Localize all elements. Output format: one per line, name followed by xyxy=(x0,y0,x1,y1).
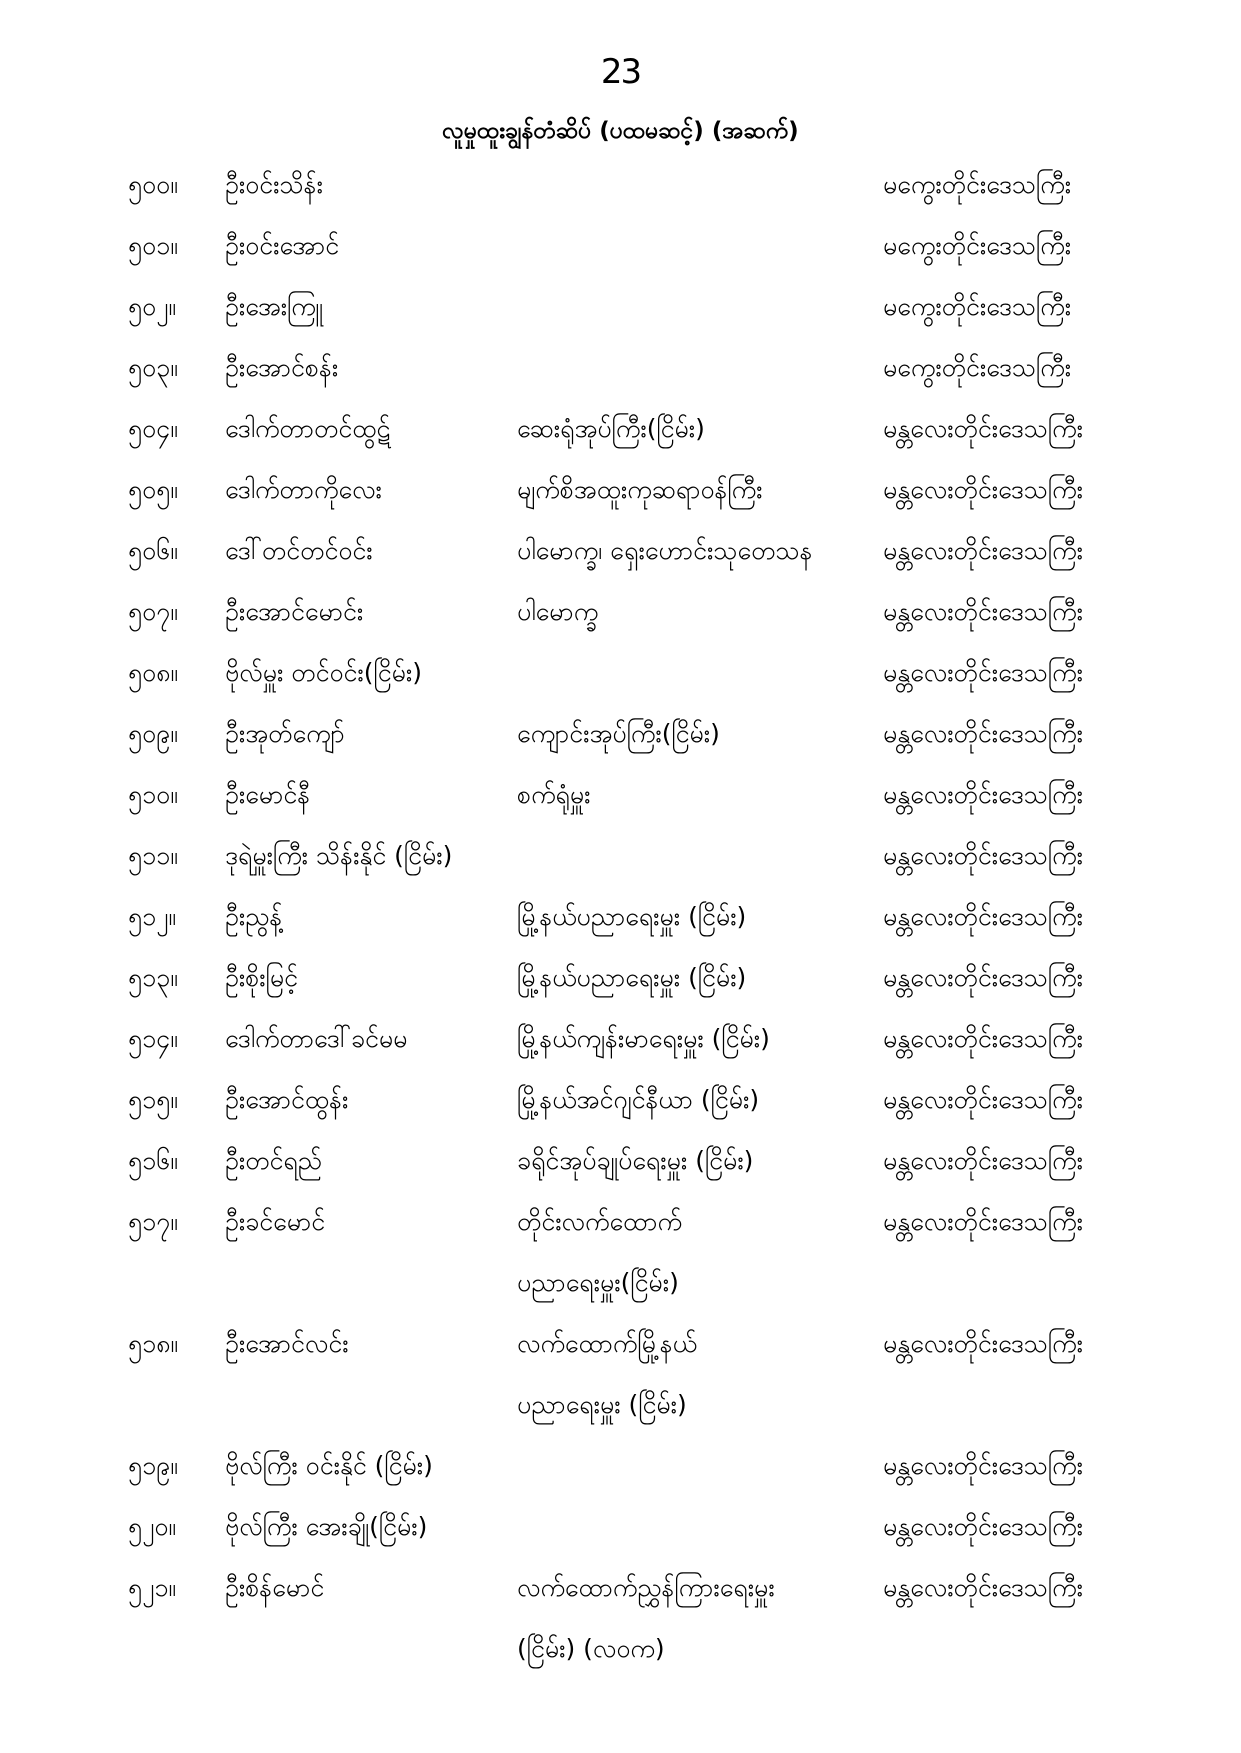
row-number: ၅၁၇။ xyxy=(128,1207,178,1236)
row-position xyxy=(517,764,883,825)
table-row xyxy=(0,703,1241,764)
row-position-line: မြို့နယ်ကျန်းမာရေးမှူး (ငြိမ်း) xyxy=(517,1024,770,1053)
row-region: မန္တလေးတိုင်းဒေသကြီး xyxy=(883,1207,1083,1236)
table-row xyxy=(0,337,1241,398)
row-region: မကွေးတိုင်းဒေသကြီး xyxy=(883,353,1072,382)
row-position-line: ပါမောက္ခ xyxy=(517,597,599,626)
row-number: ၅၀၉။ xyxy=(128,719,178,748)
row-name: ဦးအောင်ထွန်း xyxy=(225,1085,349,1114)
row-region: မန္တလေးတိုင်းဒေသကြီး xyxy=(883,1512,1083,1541)
table-row xyxy=(0,764,1241,825)
row-number: ၅၀၄။ xyxy=(128,414,178,443)
row-name: ဦးဝင်းအောင် xyxy=(225,231,340,260)
row-position-line: လက်ထောက်မြို့နယ် xyxy=(517,1329,697,1358)
row-name: ဒေါက်တာဒေါ်ခင်မမ xyxy=(225,1024,408,1053)
row-name: ဦးခင်မောင် xyxy=(225,1207,326,1236)
row-number: ၅၀၅။ xyxy=(128,475,178,504)
table-row xyxy=(0,1435,1241,1496)
row-position-line: ပါမောက္ခ၊ ရှေးဟောင်းသုတေသန xyxy=(517,536,813,565)
row-position xyxy=(517,703,883,764)
row-position xyxy=(517,398,883,459)
row-position-line: ကျောင်းအုပ်ကြီး(ငြိမ်း) xyxy=(517,719,720,748)
row-position xyxy=(517,1130,883,1191)
table-row xyxy=(0,398,1241,459)
row-number: ၅၀၈။ xyxy=(128,658,178,687)
table-row xyxy=(0,1191,1241,1313)
row-number: ၅၁၀။ xyxy=(128,780,178,809)
row-number: ၅၁၄။ xyxy=(128,1024,178,1053)
row-position-line: လက်ထောက်ညွှန်ကြားရေးမှူး xyxy=(517,1573,775,1602)
table-row xyxy=(0,947,1241,1008)
row-name: ဦးအောင်မောင်း xyxy=(225,597,364,626)
table-row xyxy=(0,459,1241,520)
awards-table xyxy=(0,154,1241,1679)
row-region: မန္တလေးတိုင်းဒေသကြီး xyxy=(883,1451,1083,1480)
row-position-line: ခရိုင်အုပ်ချုပ်ရေးမှူး (ငြိမ်း) xyxy=(517,1146,754,1175)
table-row xyxy=(0,520,1241,581)
row-region: မန္တလေးတိုင်းဒေသကြီး xyxy=(883,1024,1083,1053)
row-name: ဒုရဲမှူးကြီး သိန်းနိုင် (ငြိမ်း) xyxy=(225,841,453,870)
row-number: ၅၀၀။ xyxy=(128,170,178,199)
page-number: 23 xyxy=(600,52,641,92)
row-name: ဦးစိန်မောင် xyxy=(225,1573,325,1602)
row-name: ဦးစိုးမြင့် xyxy=(225,963,298,992)
row-position-line: ပညာရေးမှူး (ငြိမ်း) xyxy=(517,1390,687,1419)
row-number: ၅၂၀။ xyxy=(128,1512,176,1541)
row-name: ဦးတင်ရည် xyxy=(225,1146,322,1175)
table-row xyxy=(0,1496,1241,1557)
row-position xyxy=(517,1557,883,1679)
row-region: မန္တလေးတိုင်းဒေသကြီး xyxy=(883,475,1083,504)
table-row xyxy=(0,642,1241,703)
row-name: ဦးမောင်နီ xyxy=(225,780,311,809)
row-position-line: မြို့နယ်ပညာရေးမှူး (ငြိမ်း) xyxy=(517,963,747,992)
table-row xyxy=(0,1069,1241,1130)
table-row xyxy=(0,215,1241,276)
row-number: ၅၂၁။ xyxy=(128,1573,176,1602)
row-region: မကွေးတိုင်းဒေသကြီး xyxy=(883,292,1072,321)
row-number: ၅၁၂။ xyxy=(128,902,176,931)
row-position xyxy=(517,1191,883,1313)
row-position xyxy=(517,1313,883,1435)
row-number: ၅၁၅။ xyxy=(128,1085,178,1114)
row-position xyxy=(517,886,883,947)
row-position xyxy=(517,1069,883,1130)
row-region: မကွေးတိုင်းဒေသကြီး xyxy=(883,170,1072,199)
row-position xyxy=(517,459,883,520)
row-position-line: စက်ရုံမှူး xyxy=(517,780,591,809)
row-position xyxy=(517,520,883,581)
row-position-line: (ငြိမ်း) (လဝက) xyxy=(517,1634,665,1663)
row-name: ဦးအုတ်ကျော် xyxy=(225,719,345,748)
table-row xyxy=(0,581,1241,642)
row-region: မန္တလေးတိုင်းဒေသကြီး xyxy=(883,963,1083,992)
row-position xyxy=(517,947,883,1008)
row-position-line: တိုင်းလက်ထောက် xyxy=(517,1207,682,1236)
row-position-line: ဆေးရုံအုပ်ကြီး(ငြိမ်း) xyxy=(517,414,705,443)
row-number: ၅၁၈။ xyxy=(128,1329,178,1358)
row-name: ဦးအောင်လင်း xyxy=(225,1329,349,1358)
row-region: မန္တလေးတိုင်းဒေသကြီး xyxy=(883,1085,1083,1114)
row-number: ၅၁၉။ xyxy=(128,1451,178,1480)
table-row xyxy=(0,1557,1241,1679)
row-region: မန္တလေးတိုင်းဒေသကြီး xyxy=(883,780,1083,809)
row-region: မန္တလေးတိုင်းဒေသကြီး xyxy=(883,597,1083,626)
row-number: ၅၀၃။ xyxy=(128,353,178,382)
page-title: လူမှုထူးချွန်တံဆိပ် (ပထမဆင့်) (အဆက်) xyxy=(442,118,799,144)
row-position-line: မြို့နယ်ပညာရေးမှူး (ငြိမ်း) xyxy=(517,902,747,931)
row-number: ၅၀၆။ xyxy=(128,536,178,565)
row-position-line: မျက်စိအထူးကုဆရာဝန်ကြီး xyxy=(517,475,763,504)
table-row xyxy=(0,1130,1241,1191)
table-row xyxy=(0,825,1241,886)
row-name: ဗိုလ်ကြီး ဝင်းနိုင် (ငြိမ်း) xyxy=(225,1451,433,1480)
row-region: မန္တလေးတိုင်းဒေသကြီး xyxy=(883,1329,1083,1358)
row-name: ဦးအောင်စန်း xyxy=(225,353,339,382)
row-region: မန္တလေးတိုင်းဒေသကြီး xyxy=(883,1573,1083,1602)
row-region: မန္တလေးတိုင်းဒေသကြီး xyxy=(883,1146,1083,1175)
row-position-line: ပညာရေးမှူး(ငြိမ်း) xyxy=(517,1268,679,1297)
row-number: ၅၀၂။ xyxy=(128,292,176,321)
row-region: မန္တလေးတိုင်းဒေသကြီး xyxy=(883,719,1083,748)
row-number: ၅၁၃။ xyxy=(128,963,178,992)
table-row xyxy=(0,154,1241,215)
row-region: မန္တလေးတိုင်းဒေသကြီး xyxy=(883,658,1083,687)
row-name: ဒေါ်တင်တင်ဝင်း xyxy=(225,536,373,565)
row-region: မန္တလေးတိုင်းဒေသကြီး xyxy=(883,902,1083,931)
row-region: မန္တလေးတိုင်းဒေသကြီး xyxy=(883,414,1083,443)
row-name: ဦးညွန့် xyxy=(225,902,283,931)
row-name: ဗိုလ်မှူး တင်ဝင်း(ငြိမ်း) xyxy=(225,658,422,687)
table-row xyxy=(0,886,1241,947)
row-name: ဒေါက်တာတင်ထွဋ် xyxy=(225,414,391,443)
row-number: ၅၀၁။ xyxy=(128,231,178,260)
row-name: ဦးအေးကြူ xyxy=(225,292,323,321)
row-position xyxy=(517,1008,883,1069)
table-row xyxy=(0,1008,1241,1069)
row-number: ၅၁၁။ xyxy=(128,841,178,870)
row-region: မန္တလေးတိုင်းဒေသကြီး xyxy=(883,841,1083,870)
row-number: ၅၁၆။ xyxy=(128,1146,178,1175)
table-row xyxy=(0,1313,1241,1435)
row-region: မန္တလေးတိုင်းဒေသကြီး xyxy=(883,536,1083,565)
row-name: ဒေါက်တာကိုလေး xyxy=(225,475,382,504)
row-region: မကွေးတိုင်းဒေသကြီး xyxy=(883,231,1072,260)
row-position xyxy=(517,581,883,642)
table-row xyxy=(0,276,1241,337)
row-name: ဗိုလ်ကြီး အေးချို(ငြိမ်း) xyxy=(225,1512,428,1541)
row-number: ၅၀၇။ xyxy=(128,597,178,626)
row-position-line: မြို့နယ်အင်ဂျင်နီယာ (ငြိမ်း) xyxy=(517,1085,760,1114)
row-name: ဦးဝင်းသိန်း xyxy=(225,170,323,199)
